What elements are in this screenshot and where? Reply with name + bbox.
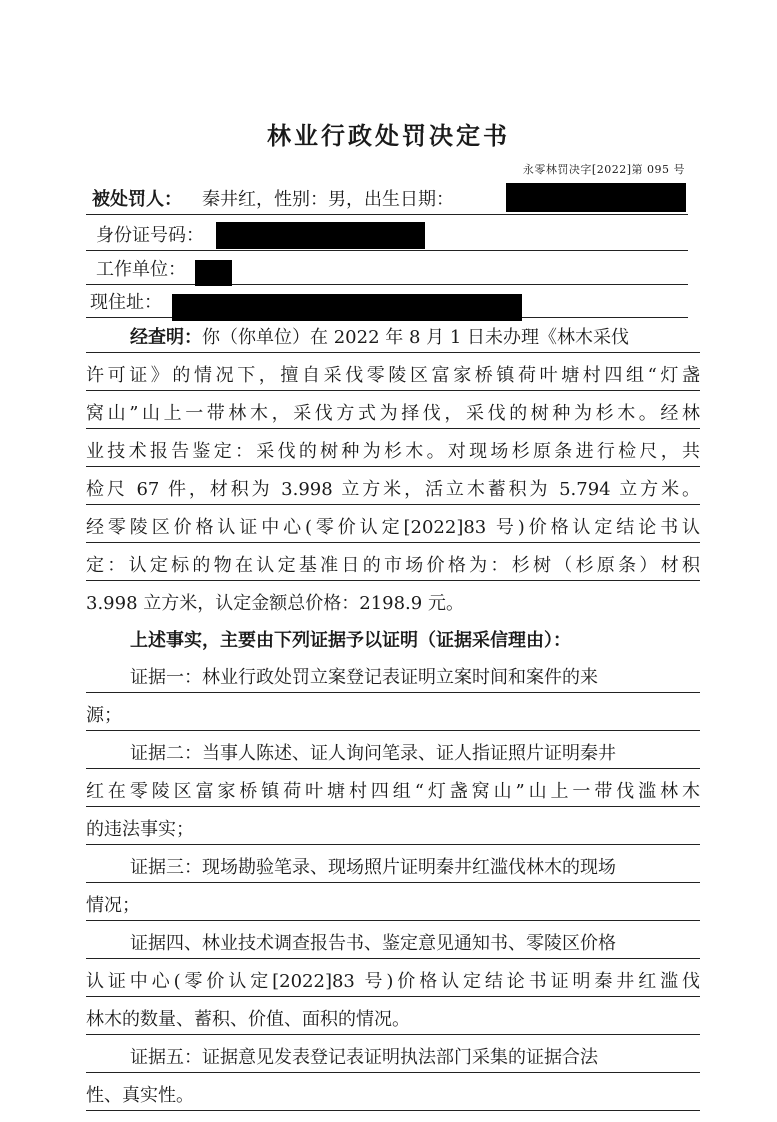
party-id-label: 身份证号码： <box>96 225 204 246</box>
findings-line: 业技术报告鉴定：采伐的树种为杉木。对现场杉原条进行检尺，共 <box>86 435 700 467</box>
party-name-value: 秦井红，性别：男，出生日期： <box>202 189 454 210</box>
findings-line: 检尺 67 件，材积为 3.998 立方米，活立木蓄积为 5.794 立方米。 <box>86 473 700 505</box>
redacted-work-unit <box>195 260 232 286</box>
findings-label: 经查明： <box>130 327 202 348</box>
redacted-id-number <box>216 222 425 249</box>
findings-line: 3.998 立方米，认定金额总价格：2198.9 元。 <box>86 593 464 614</box>
evidence-line: 认证中心(零价认定[2022]83 号)价格认定结论书证明秦井红滥伐 <box>86 965 700 997</box>
evidence-line: 林木的数量、蓄积、价值、面积的情况。 <box>86 1003 700 1035</box>
document-body <box>86 321 700 1117</box>
findings-line: 经查明：你（你单位）在 2022 年 8 月 1 日未办理《林木采伐 <box>86 321 700 353</box>
evidence-line: 红在零陵区富家桥镇荷叶塘村四组“灯盏窝山”山上一带伐滥林木 <box>86 775 700 807</box>
evidence-item-2: 证据二：当事人陈述、证人询问笔录、证人指证照片证明秦井 <box>86 737 700 769</box>
evidence-item-1: 证据一：林业行政处罚立案登记表证明立案时间和案件的来 <box>86 661 700 693</box>
evidence-heading: 上述事实，主要由下列证据予以证明（证据采信理由）： <box>130 630 571 651</box>
findings-line: 窝山”山上一带林木，采伐方式为择伐，采伐的树种为杉木。经林 <box>86 397 700 429</box>
evidence-item-3: 证据三：现场勘验笔录、现场照片证明秦井红滥伐林木的现场 <box>86 851 700 883</box>
redacted-address <box>172 294 522 321</box>
evidence-line: 源； <box>86 699 700 731</box>
findings-line: 经零陵区价格认证中心(零价认定[2022]83 号)价格认定结论书认 <box>86 511 700 543</box>
party-work-field <box>86 254 688 285</box>
evidence-item-5: 证据五：证据意见发表登记表证明执法部门采集的证据合法 <box>86 1041 700 1073</box>
evidence-line: 情况； <box>86 889 700 921</box>
document-number: 永零林罚决字[2022]第 095 号 <box>522 163 685 176</box>
evidence-line: 的违法事实； <box>86 813 700 845</box>
party-address-label: 现住址： <box>90 292 162 313</box>
evidence-item-4: 证据四、林业技术调查报告书、鉴定意见通知书、零陵区价格 <box>86 927 700 959</box>
redacted-birthdate <box>506 183 686 212</box>
document-title: 林业行政处罚决定书 <box>267 121 510 150</box>
party-work-label: 工作单位： <box>96 259 186 280</box>
evidence-line: 性、真实性。 <box>86 1079 700 1111</box>
findings-line: 定：认定标的物在认定基准日的市场价格为：杉树（杉原条）材积 <box>86 549 700 581</box>
findings-line: 许可证》的情况下，擅自采伐零陵区富家桥镇荷叶塘村四组“灯盏 <box>86 359 700 391</box>
party-name-label: 被处罚人： <box>92 189 182 210</box>
